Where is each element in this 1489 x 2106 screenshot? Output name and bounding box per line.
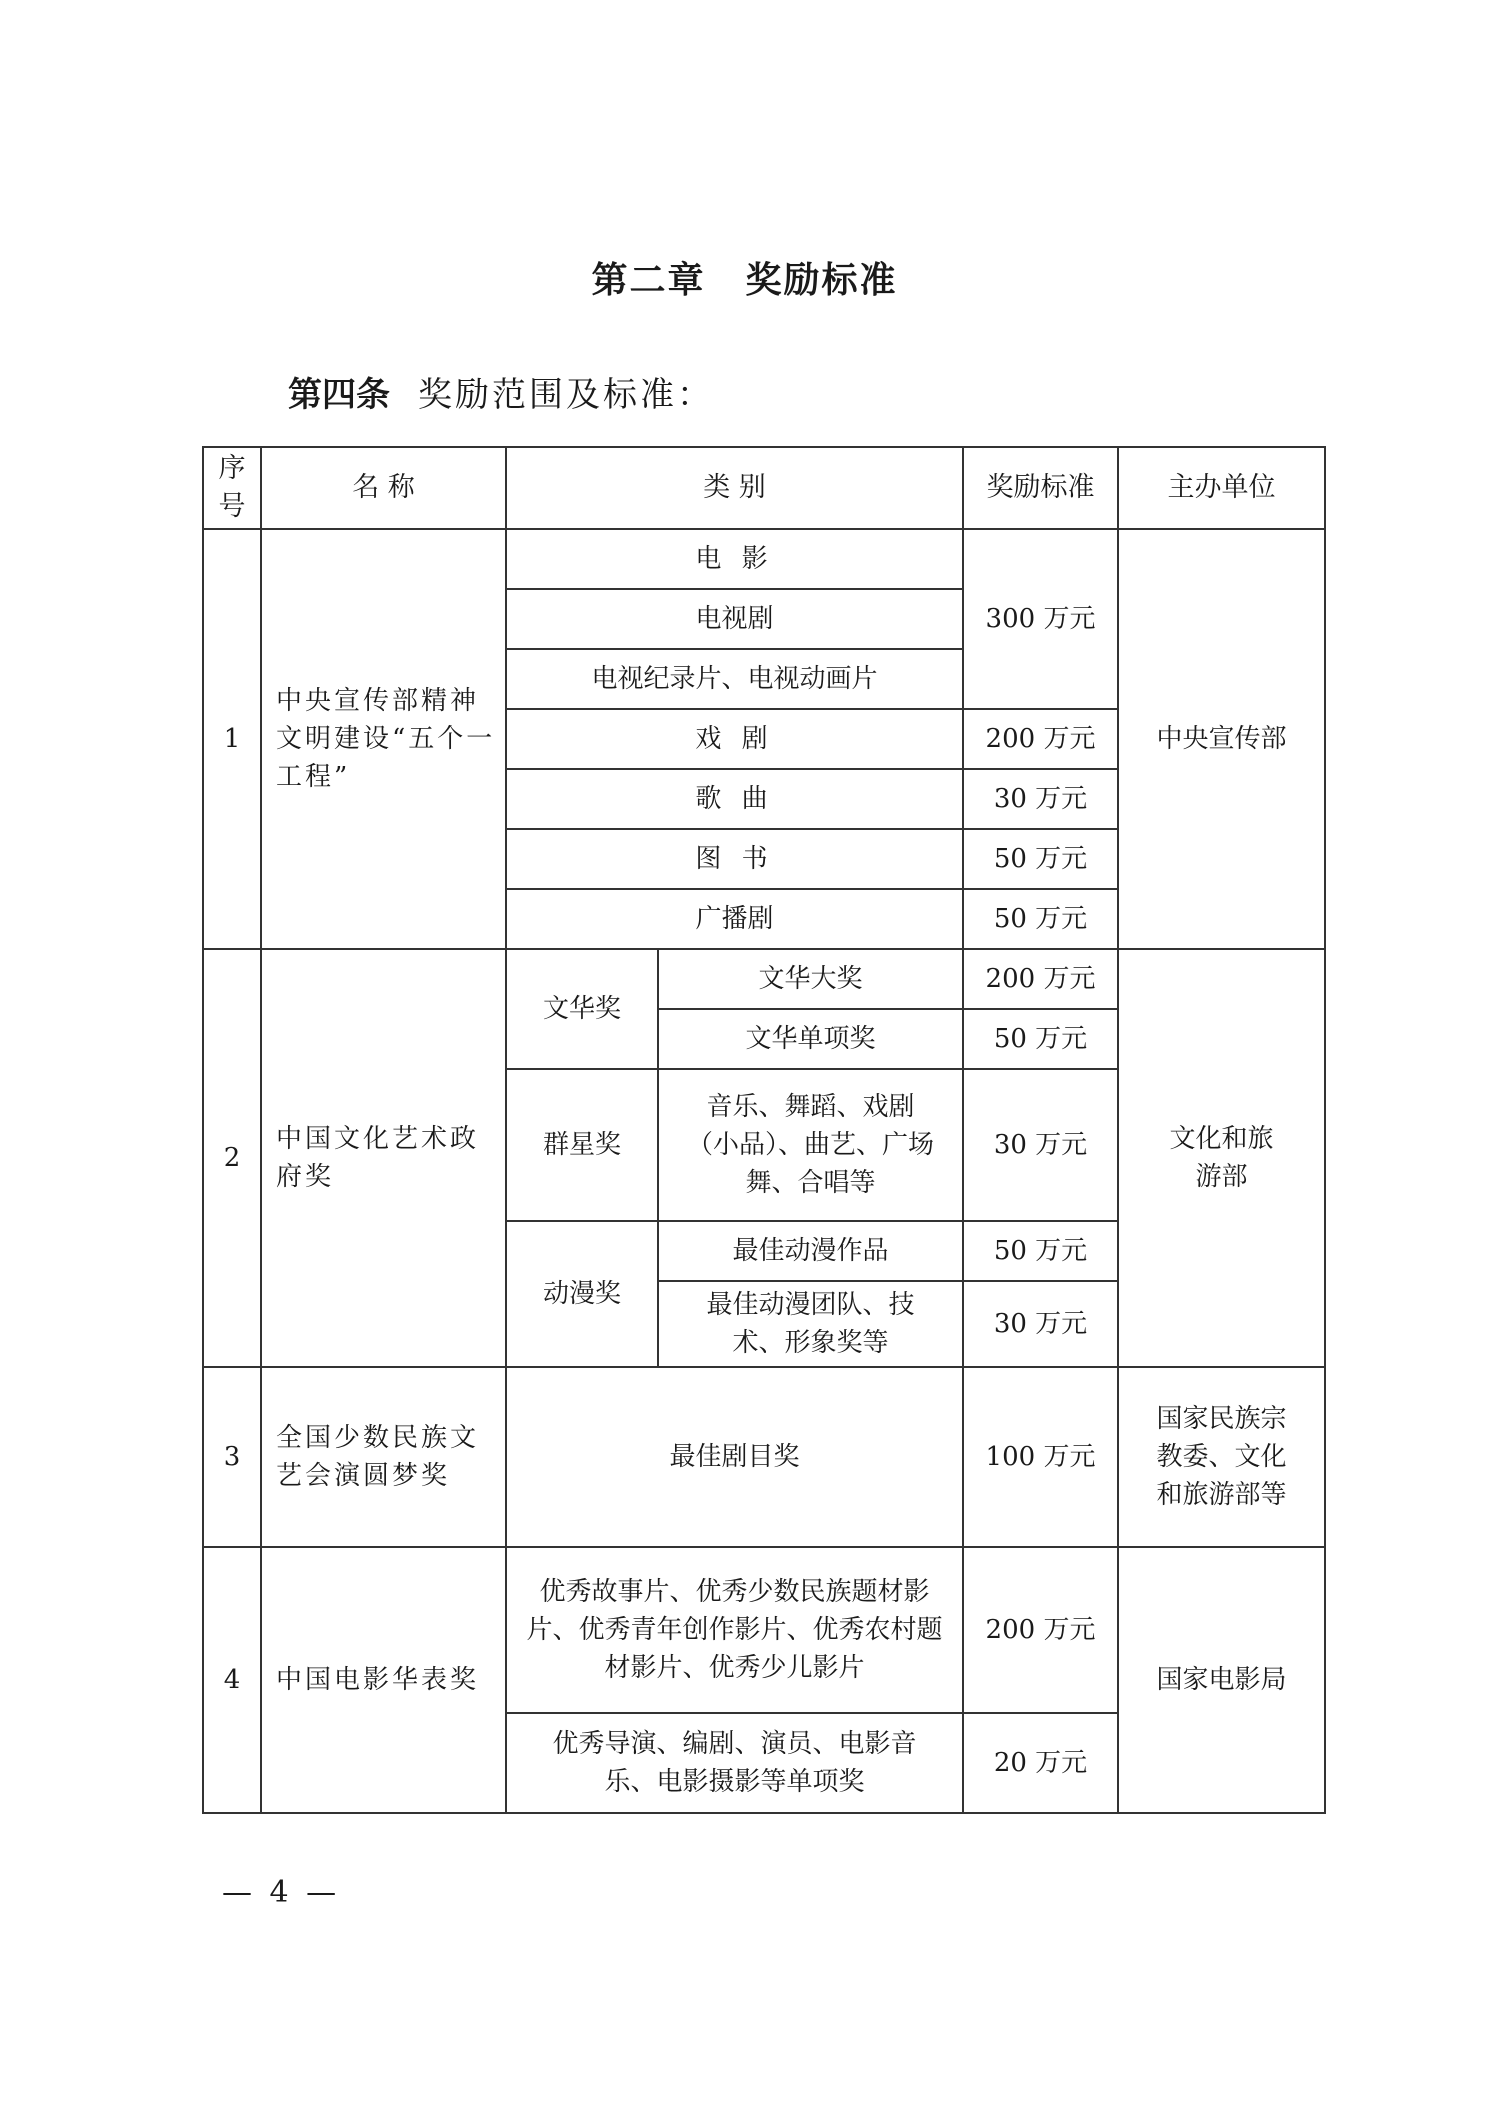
amount-cell: 30 万元 xyxy=(963,769,1118,829)
category-cell: 图 书 xyxy=(506,829,963,889)
category-cell: 广播剧 xyxy=(506,889,963,949)
table-row xyxy=(203,529,1325,589)
header-standard: 奖励标准 xyxy=(963,447,1118,529)
category-cell: 最佳剧目奖 xyxy=(506,1367,963,1547)
award-group-label: 文华奖 xyxy=(506,949,658,1069)
award-group-label: 动漫奖 xyxy=(506,1221,658,1367)
amount-cell: 50 万元 xyxy=(963,829,1118,889)
table-row xyxy=(203,1367,1325,1547)
chapter-title xyxy=(0,252,1489,303)
row-seq: 2 xyxy=(203,949,261,1367)
amount-cell: 30 万元 xyxy=(963,1069,1118,1221)
category-cell: 电视纪录片、电视动画片 xyxy=(506,649,963,709)
row-organizer: 中央宣传部 xyxy=(1118,529,1325,949)
amount-cell: 50 万元 xyxy=(963,1009,1118,1069)
category-cell: 歌 曲 xyxy=(506,769,963,829)
row-name: 全国少数民族文艺会演圆梦奖 xyxy=(261,1367,506,1547)
category-cell: 电 影 xyxy=(506,529,963,589)
row-seq: 3 xyxy=(203,1367,261,1547)
amount-cell: 50 万元 xyxy=(963,1221,1118,1281)
header-name: 名 称 xyxy=(261,447,506,529)
page-number: — 4 — xyxy=(222,1875,341,1910)
row-name: 中央宣传部精神文明建设“五个一工程” xyxy=(261,529,506,949)
amount-cell: 100 万元 xyxy=(963,1367,1118,1547)
category-cell: 优秀故事片、优秀少数民族题材影片、优秀青年创作影片、优秀农村题材影片、优秀少儿影片 xyxy=(506,1547,963,1713)
category-cell: 戏 剧 xyxy=(506,709,963,769)
award-group-label: 群星奖 xyxy=(506,1069,658,1221)
header-organizer: 主办单位 xyxy=(1118,447,1325,529)
header-seq: 序号 xyxy=(203,447,261,529)
subcategory-cell: 文华单项奖 xyxy=(658,1009,963,1069)
amount-cell: 200 万元 xyxy=(963,949,1118,1009)
table-row xyxy=(203,1547,1325,1713)
chapter-name: 奖励标准 xyxy=(745,260,898,301)
subcategory-cell: 音乐、舞蹈、戏剧（小品）、曲艺、广场舞、合唱等 xyxy=(658,1069,963,1221)
row-name: 中国文化艺术政府奖 xyxy=(261,949,506,1367)
subcategory-cell: 文华大奖 xyxy=(658,949,963,1009)
amount-cell: 200 万元 xyxy=(963,1547,1118,1713)
article-number: 第四条 xyxy=(288,375,390,415)
table-row xyxy=(203,949,1325,1009)
article-heading xyxy=(288,367,714,416)
awards-table xyxy=(202,446,1326,1814)
amount-cell: 200 万元 xyxy=(963,709,1118,769)
chapter-number: 第二章 xyxy=(591,260,706,301)
article-text: 奖励范围及标准： xyxy=(418,375,714,415)
amount-cell: 50 万元 xyxy=(963,889,1118,949)
row-organizer: 文化和旅游部 xyxy=(1118,949,1325,1367)
amount-cell: 30 万元 xyxy=(963,1281,1118,1367)
row-name: 中国电影华表奖 xyxy=(261,1547,506,1813)
table-header-row xyxy=(203,447,1325,529)
category-cell: 优秀导演、编剧、演员、电影音乐、电影摄影等单项奖 xyxy=(506,1713,963,1813)
amount-cell: 300 万元 xyxy=(963,529,1118,709)
subcategory-cell: 最佳动漫作品 xyxy=(658,1221,963,1281)
subcategory-cell: 最佳动漫团队、技术、形象奖等 xyxy=(658,1281,963,1367)
header-category: 类 别 xyxy=(506,447,963,529)
row-seq: 4 xyxy=(203,1547,261,1813)
row-organizer: 国家电影局 xyxy=(1118,1547,1325,1813)
row-organizer: 国家民族宗教委、文化和旅游部等 xyxy=(1118,1367,1325,1547)
category-cell: 电视剧 xyxy=(506,589,963,649)
row-seq: 1 xyxy=(203,529,261,949)
amount-cell: 20 万元 xyxy=(963,1713,1118,1813)
